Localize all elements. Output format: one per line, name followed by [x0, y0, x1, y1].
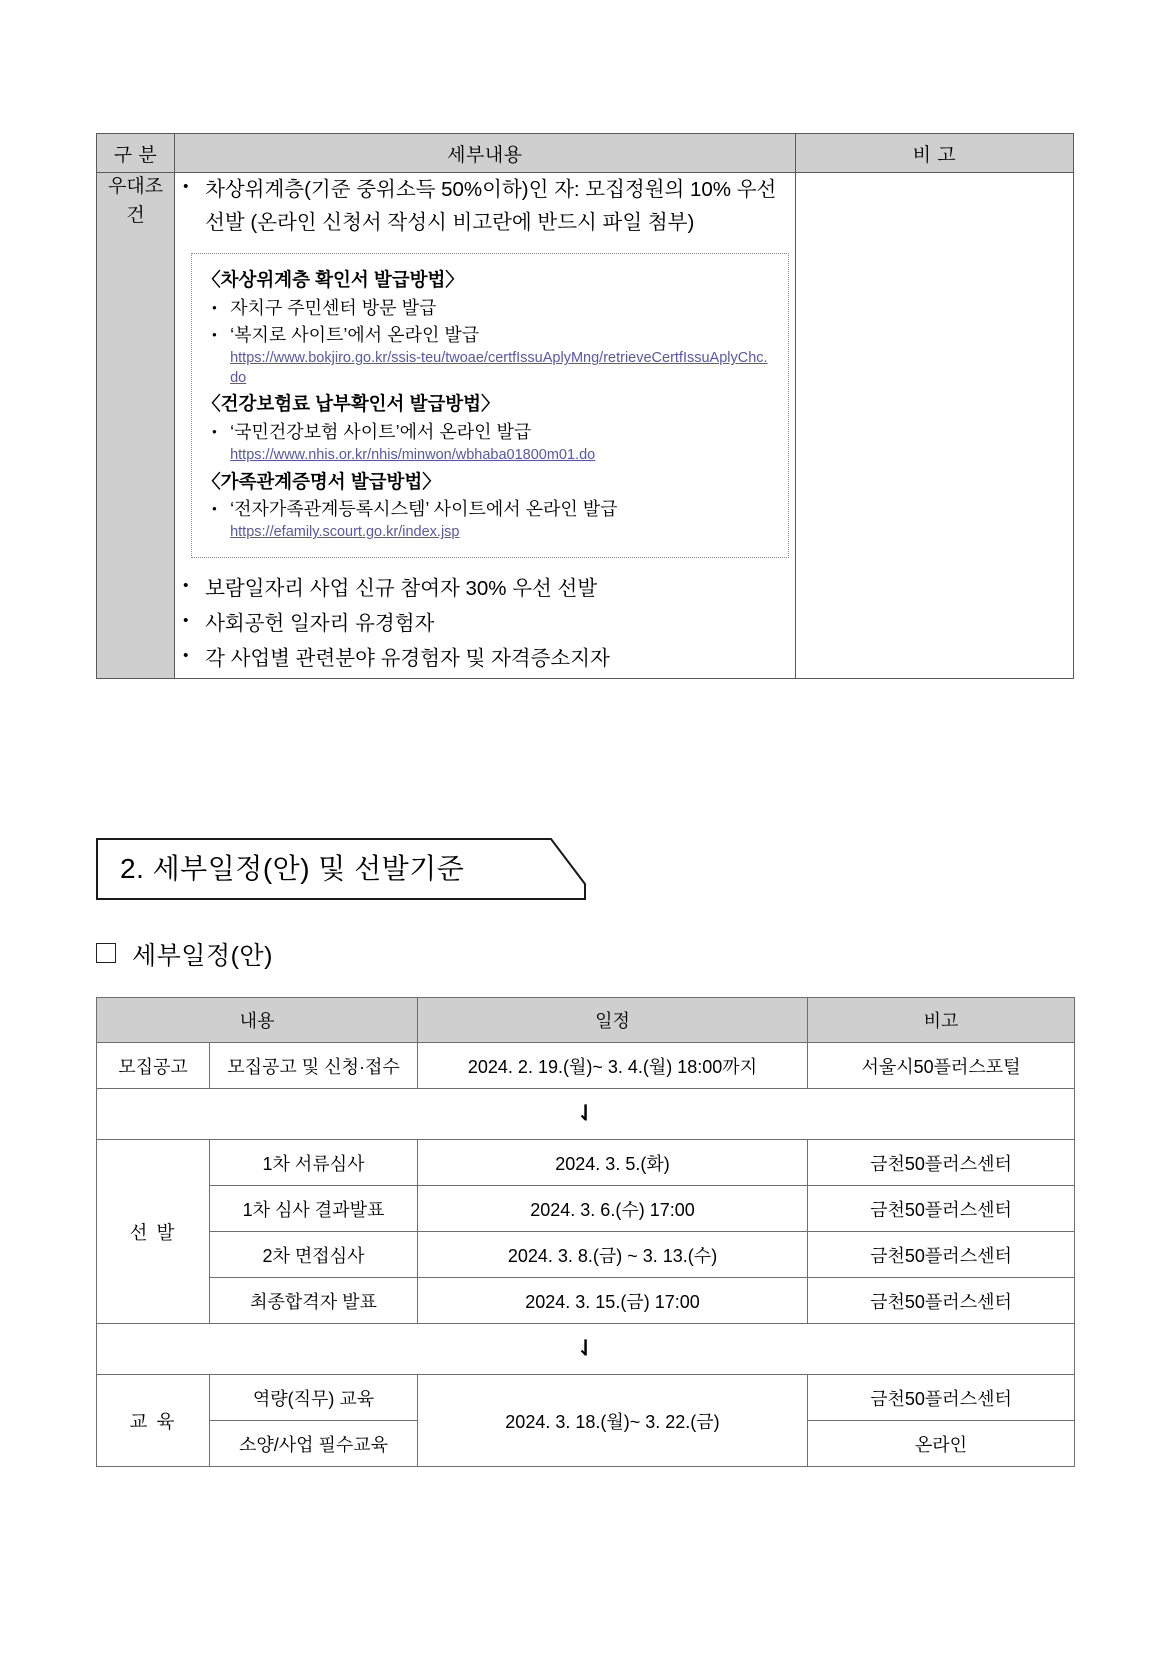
arrow-row	[97, 1089, 1075, 1140]
table-row	[97, 1186, 1075, 1232]
row-content: 1차 서류심사	[210, 1140, 418, 1186]
arrow-glyph: ⇃	[576, 1101, 595, 1126]
row-content: 2차 면접심사	[210, 1232, 418, 1278]
row-remark: 금천50플러스센터	[808, 1140, 1075, 1186]
down-arrow-icon	[97, 1089, 1075, 1140]
top-bullet-list	[175, 173, 795, 239]
column-header-remark: 비고	[808, 998, 1075, 1043]
table-row	[97, 1043, 1075, 1089]
row-label-line1: 우대조	[108, 176, 164, 197]
row-content: 역량(직무) 교육	[210, 1375, 418, 1421]
issuance-section-heading: 〈가족관계증명서 발급방법〉	[202, 470, 441, 492]
eligibility-table	[96, 133, 1074, 679]
square-bullet-icon	[96, 943, 116, 963]
nhis-link[interactable]: https://www.nhis.or.kr/nhis/minwon/wbhaba01800m01.do	[230, 447, 596, 464]
sub-heading	[96, 936, 273, 972]
issuance-section	[202, 390, 774, 465]
row-content: 1차 심사 결과발표	[210, 1186, 418, 1232]
group-label-training: 교 육	[97, 1375, 210, 1467]
column-header-content: 내용	[97, 998, 418, 1043]
row-remark: 온라인	[808, 1421, 1075, 1467]
row-schedule: 2024. 2. 19.(월)~ 3. 4.(월) 18:00까지	[418, 1043, 808, 1089]
row-label-preference-conditions	[97, 173, 175, 679]
remark-cell	[795, 173, 1073, 679]
list-item: • 사회공헌 일자리 유경험자	[175, 607, 795, 640]
row-remark: 금천50플러스센터	[808, 1232, 1075, 1278]
issuance-section	[202, 468, 774, 543]
column-header-details: 세부내용	[175, 134, 796, 173]
details-cell	[175, 173, 796, 679]
list-item: • ‘국민건강보험 사이트’에서 온라인 발급	[202, 419, 774, 446]
table-row	[97, 1375, 1075, 1421]
section-heading-text: 2. 세부일정(안) 및 선발기준	[120, 853, 465, 884]
issuance-section-heading: 〈차상위계층 확인서 발급방법〉	[202, 269, 464, 291]
row-schedule: 2024. 3. 6.(수) 17:00	[418, 1186, 808, 1232]
row-schedule: 2024. 3. 8.(금) ~ 3. 13.(수)	[418, 1232, 808, 1278]
issuance-item-list	[202, 295, 774, 349]
issuance-section-heading: 〈건강보험료 납부확인서 발급방법〉	[202, 393, 500, 415]
arrow-glyph: ⇃	[576, 1336, 595, 1361]
list-item: • 자치구 주민센터 방문 발급	[202, 295, 774, 322]
table-row	[97, 1140, 1075, 1186]
row-remark: 금천50플러스센터	[808, 1186, 1075, 1232]
row-content: 최종합격자 발표	[210, 1278, 418, 1324]
issuance-methods-box	[191, 253, 789, 558]
row-remark: 금천50플러스센터	[808, 1375, 1075, 1421]
list-item: • 각 사업별 관련분야 유경험자 및 자격증소지자	[175, 642, 795, 675]
row-schedule: 2024. 3. 5.(화)	[418, 1140, 808, 1186]
column-header-division: 구 분	[97, 134, 175, 173]
row-content: 모집공고 및 신청·접수	[210, 1043, 418, 1089]
list-item: • ‘전자가족관계등록시스템’ 사이트에서 온라인 발급	[202, 496, 774, 523]
issuance-section	[202, 266, 774, 388]
row-schedule: 2024. 3. 15.(금) 17:00	[418, 1278, 808, 1324]
table-row	[97, 173, 1074, 679]
column-header-schedule: 일정	[418, 998, 808, 1043]
sub-heading-text: 세부일정(안)	[132, 942, 273, 970]
bokjiro-link[interactable]: https://www.bokjiro.go.kr/ssis-teu/twoae/certfIssuAplyMng/retrieveCertfIssuAplyChc.do	[230, 350, 768, 386]
row-remark: 서울시50플러스포털	[808, 1043, 1075, 1089]
issuance-item-list	[202, 419, 774, 446]
issuance-item-list	[202, 496, 774, 523]
table-row	[97, 1232, 1075, 1278]
table-header-row	[97, 134, 1074, 173]
group-label-selection: 선 발	[97, 1140, 210, 1324]
row-content: 소양/사업 필수교육	[210, 1421, 418, 1467]
schedule-table	[96, 997, 1075, 1467]
list-item: • 차상위계층(기준 중위소득 50%이하)인 자: 모집정원의 10% 우선 선발 (온라인 신청서 작성시 비고란에 반드시 파일 첨부)	[175, 173, 795, 239]
row-schedule: 2024. 3. 18.(월)~ 3. 22.(금)	[418, 1375, 808, 1467]
down-arrow-icon	[97, 1324, 1075, 1375]
table-header-row	[97, 998, 1075, 1043]
row-label-line2: 건	[126, 204, 145, 226]
list-item: • 보람일자리 사업 신규 참여자 30% 우선 선발	[175, 572, 795, 605]
table-row	[97, 1278, 1075, 1324]
efamily-link[interactable]: https://efamily.scourt.go.kr/index.jsp	[230, 524, 460, 541]
row-remark: 금천50플러스센터	[808, 1278, 1075, 1324]
arrow-row	[97, 1324, 1075, 1375]
column-header-remark: 비 고	[795, 134, 1073, 173]
section-heading-banner	[96, 838, 586, 900]
bottom-bullet-list	[175, 572, 795, 676]
group-label-recruitment-notice: 모집공고	[97, 1043, 210, 1089]
list-item: • ‘복지로 사이트’에서 온라인 발급	[202, 322, 774, 349]
